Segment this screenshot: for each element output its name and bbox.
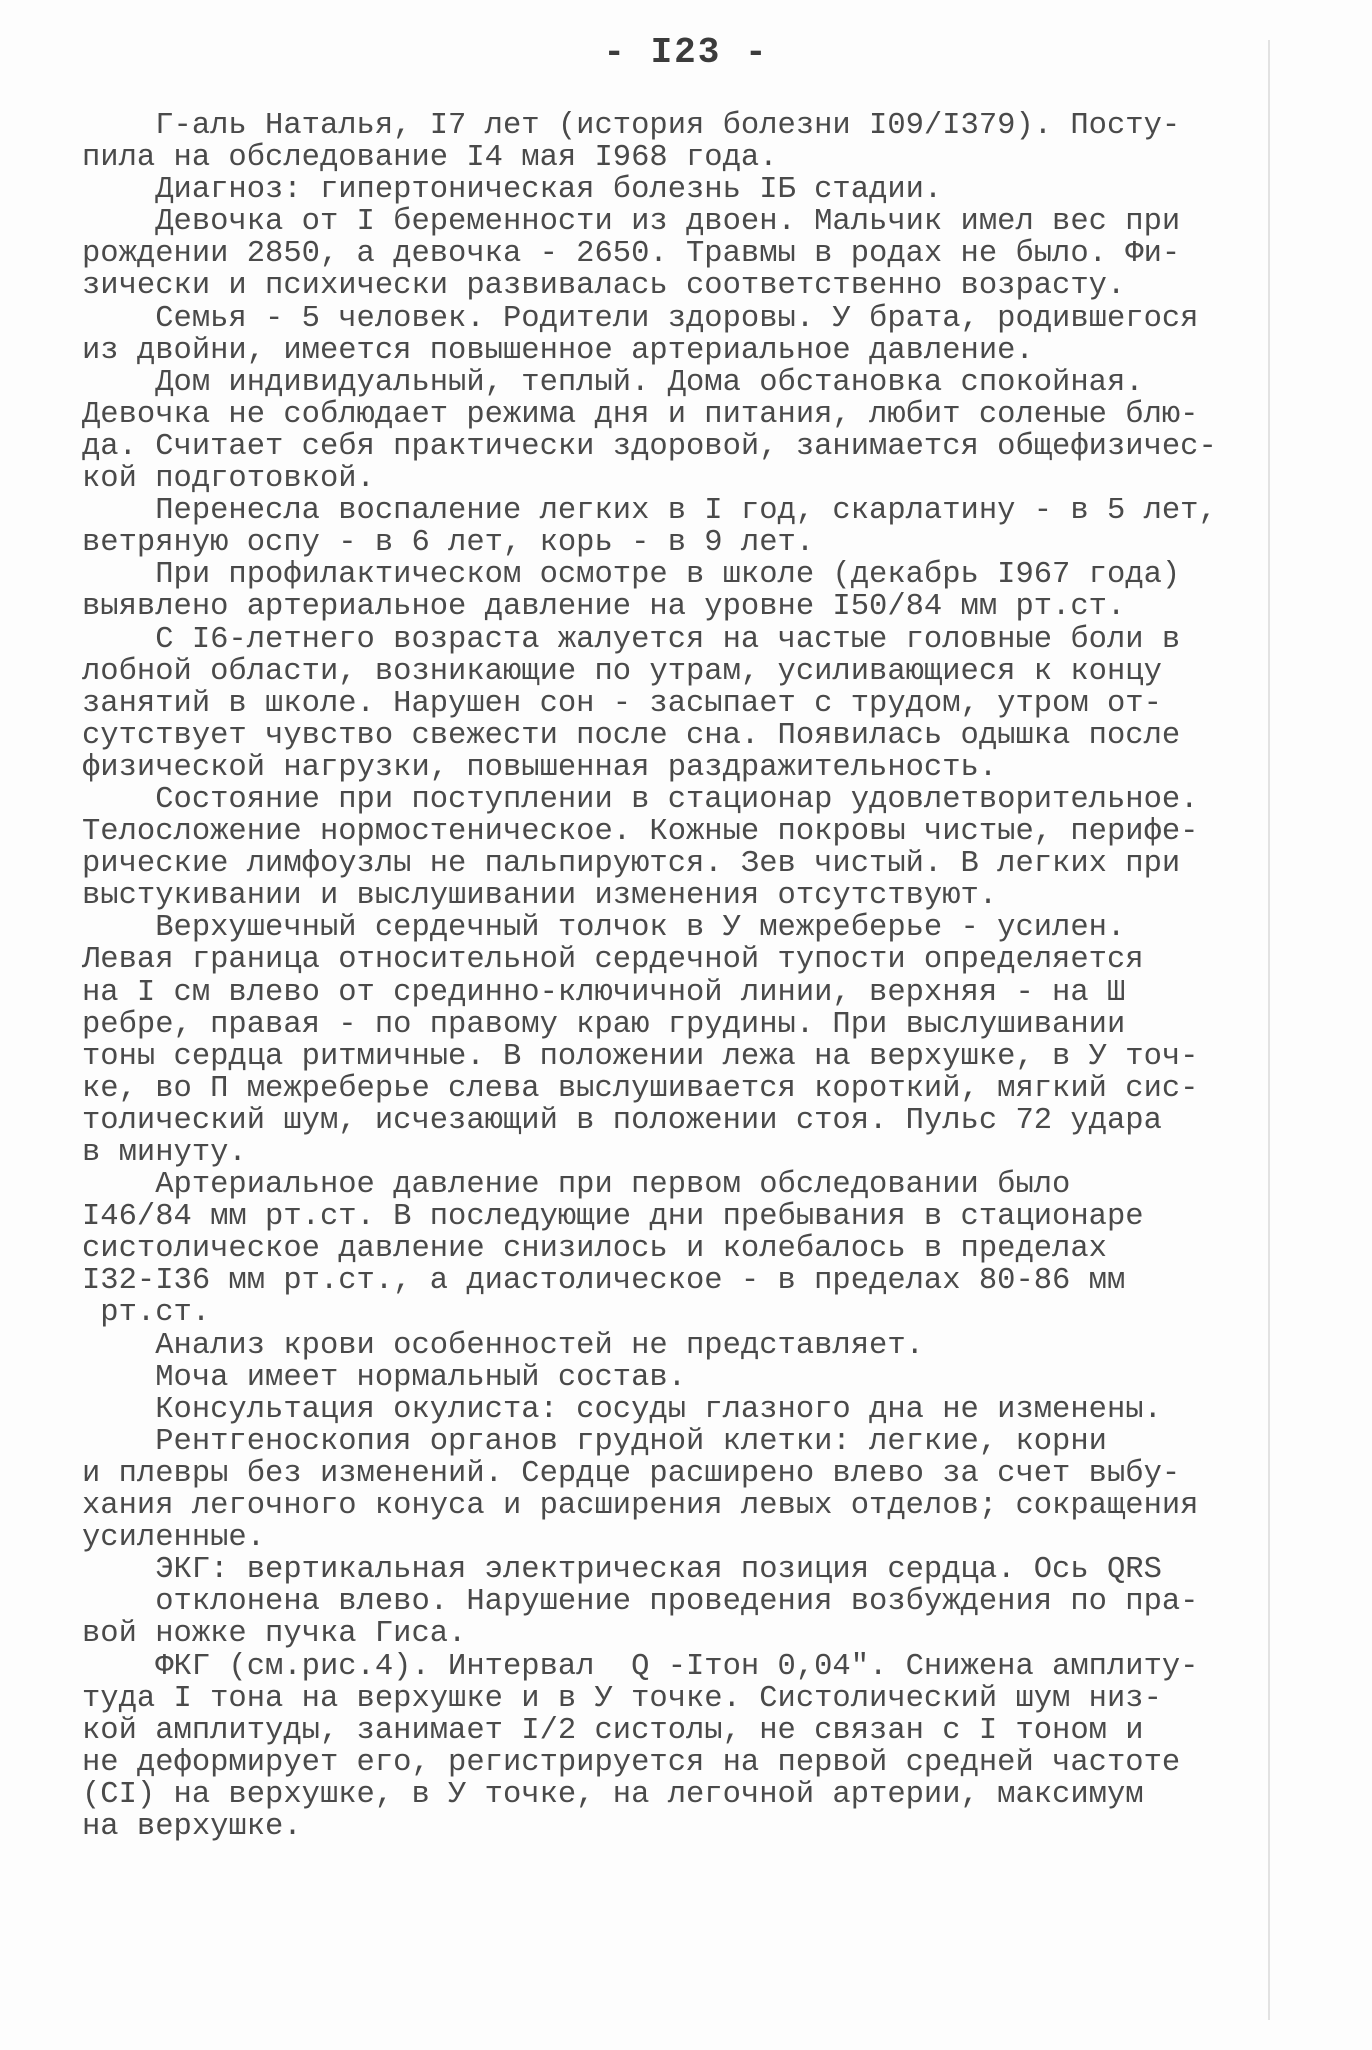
text-line: ветряную оспу - в 6 лет, корь - в 9 лет. (82, 526, 815, 561)
text-line: выявлено артериальное давление на уровне I50/84 мм рт.ст. (82, 590, 1126, 625)
text-line: толический шум, исчезающий в положении стоя. Пульс 72 удара (82, 1103, 1162, 1138)
text-line: рт.ст. (82, 1296, 211, 1331)
text-line: При профилактическом осмотре в школе (декабрь I967 года) (82, 558, 1181, 593)
text-line: в минуту. (82, 1136, 247, 1170)
text-line: Верхушечный сердечный толчок в У межреберье - усилен. (82, 911, 1126, 946)
text-line: кой амплитуды, занимает I/2 систолы, не связан с I тоном и (82, 1713, 1144, 1748)
text-line: выстукивании и выслушивании изменения отсутствуют. (82, 879, 998, 914)
text-line: Артериальное давление при первом обследовании было (82, 1168, 1071, 1203)
text-line: Перенесла воспаление легких в I год, скарлатину - в 5 лет, (82, 494, 1217, 529)
text-line: да. Считает себя практически здоровой, занимается общефизичес- (82, 429, 1217, 464)
text-line: усиленные. (82, 1521, 266, 1556)
text-line: Девочка не соблюдает режима дня и питания, любит соленые блю- (82, 397, 1199, 432)
text-line: ке, во П межреберье слева выслушивается короткий, мягкий сис- (82, 1071, 1199, 1106)
text-line: на I см влево от срединно-ключичной линии, верхняя - на Ш (82, 975, 1126, 1010)
text-line: и плевры без изменений. Сердце расширено влево за счет выбу- (82, 1456, 1181, 1491)
text-line: тоны сердца ритмичные. В положении лежа на верхушке, в У точ- (82, 1039, 1199, 1074)
text-line: туда I тона на верхушке и в У точке. Систолический шум низ- (82, 1681, 1162, 1716)
text-line: ЭКГ: вертикальная электрическая позиция сердца. Ось QRS (82, 1553, 1162, 1588)
text-line: Консультация окулиста: сосуды глазного дна не изменены. (82, 1392, 1162, 1427)
text-line: Семья - 5 человек. Родители здоровы. У брата, родившегося (82, 301, 1199, 336)
text-line: пила на обследование I4 мая I968 года. (82, 141, 778, 176)
text-line: Анализ крови особенностей не представляет. (82, 1328, 924, 1363)
text-line: из двойни, имеется повышенное артериальное давление. (82, 333, 1034, 368)
text-line: сутствует чувство свежести после сна. Появилась одышка после (82, 718, 1181, 753)
text-line: Телосложение нормостеническое. Кожные покровы чистые, перифе- (82, 815, 1199, 850)
text-line: Диагноз: гипертоническая болезнь IБ стадии. (82, 173, 943, 208)
page-edge-divider (1268, 40, 1270, 2020)
text-line: отклонена влево. Нарушение проведения возбуждения по пра- (82, 1585, 1199, 1620)
text-line: зически и психически развивалась соответственно возрасту. (82, 269, 1126, 304)
text-line: Г-аль Наталья, I7 лет (история болезни I09/I379). Посту- (82, 109, 1181, 143)
text-line: систолическое давление снизилось и колебалось в пределах (82, 1232, 1107, 1267)
text-line: хания легочного конуса и расширения левых отделов; сокращения (82, 1489, 1199, 1524)
text-line: I32-I36 мм рт.ст., а диастолическое - в пределах 80-86 мм (82, 1264, 1126, 1299)
text-line: рические лимфоузлы не пальпируются. Зев чистый. В легких при (82, 847, 1181, 882)
text-line: Левая граница относительной сердечной тупости определяется (82, 943, 1144, 978)
text-line: ФКГ (см.рис.4). Интервал Q -Iтон 0,04". Снижена амплиту- (82, 1649, 1199, 1684)
text-line: занятий в школе. Нарушен сон - засыпает с трудом, утром от- (82, 686, 1162, 721)
text-line: С I6-летнего возраста жалуется на частые головные боли в (82, 622, 1181, 657)
text-line: вой ножке пучка Гиса. (82, 1617, 467, 1652)
text-line: кой подготовкой. (82, 462, 375, 497)
text-line: (CI) на верхушке, в У точке, на легочной артерии, максимум (82, 1777, 1144, 1812)
text-line: лобной области, возникающие по утрам, усиливающиеся к концу (82, 654, 1162, 689)
text-line: Дом индивидуальный, теплый. Дома обстановка спокойная. (82, 365, 1144, 400)
text-line: Моча имеет нормальный состав. (82, 1360, 686, 1395)
text-line: Девочка от I беременности из двоен. Мальчик имел вес при (82, 205, 1181, 240)
text-line: I46/84 мм рт.ст. В последующие дни пребывания в стационаре (82, 1200, 1144, 1235)
case-history-text (82, 110, 1242, 1843)
text-line: рождении 2850, а девочка - 2650. Травмы в родах не было. Фи- (82, 237, 1181, 272)
text-line: Состояние при поступлении в стационар удовлетворительное. (82, 782, 1199, 817)
text-line: Рентгеноскопия органов грудной клетки: легкие, корни (82, 1424, 1107, 1459)
text-line: физической нагрузки, повышенная раздражительность. (82, 750, 998, 785)
text-line: не деформирует его, регистрируется на первой средней частоте (82, 1745, 1181, 1780)
text-line: ребре, правая - по правому краю грудины. При выслушивании (82, 1007, 1126, 1042)
text-line: на верхушке. (82, 1809, 302, 1844)
page-number: - I23 - (603, 32, 769, 73)
